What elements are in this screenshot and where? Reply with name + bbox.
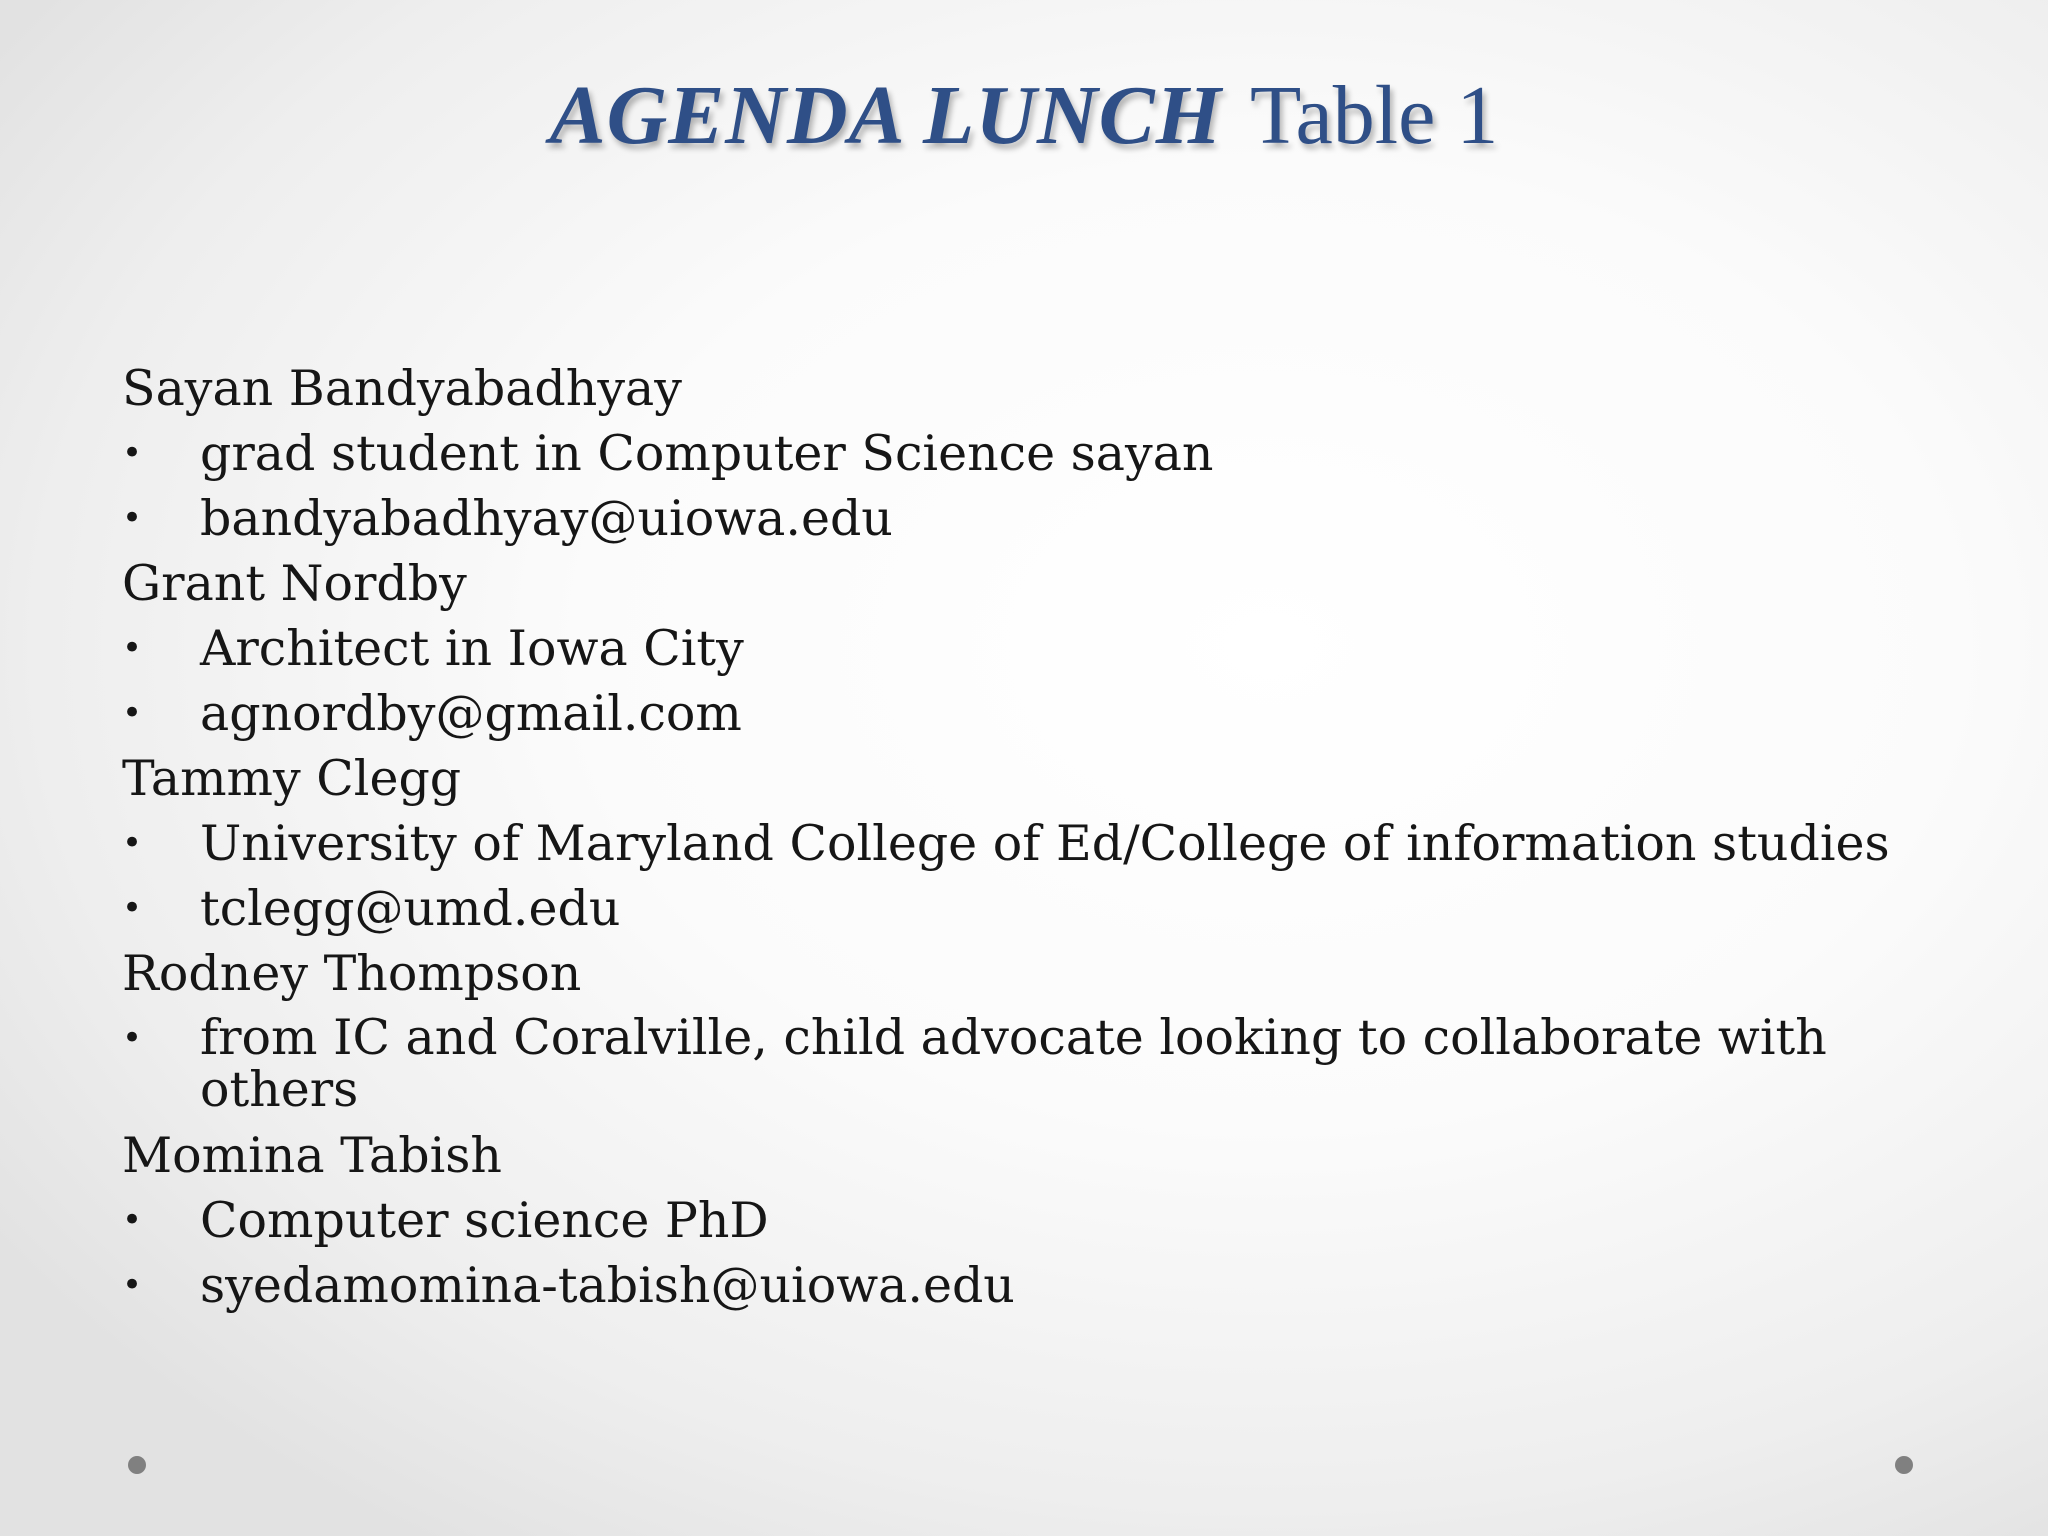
attendee-entry (122, 356, 1922, 551)
attendee-entry (122, 551, 1922, 746)
bullet-icon: • (122, 498, 143, 538)
attendee-detail (122, 876, 1922, 941)
slide-title (0, 66, 2048, 166)
attendee-detail (122, 1006, 1880, 1123)
bullet-icon: • (122, 888, 143, 928)
attendee-detail (122, 421, 1922, 486)
attendee-detail (122, 616, 1922, 681)
attendee-detail-text: grad student in Computer Science sayan (200, 425, 1214, 482)
attendee-name: Sayan Bandyabadhyay (122, 360, 682, 417)
attendee-detail (122, 1253, 1922, 1318)
decorative-dot-icon (128, 1456, 146, 1474)
attendee-detail-text: Computer science PhD (200, 1192, 769, 1249)
attendee-name: Grant Nordby (122, 555, 467, 612)
slide-title-italic: AGENDA LUNCH (549, 69, 1223, 162)
attendee-detail (122, 486, 1922, 551)
attendee-name: Tammy Clegg (122, 750, 462, 807)
attendee-detail-text: Architect in Iowa City (200, 620, 744, 677)
attendee-email: agnordby@gmail.com (200, 685, 742, 742)
attendee-detail (122, 811, 1922, 876)
attendee-email: syedamomina-tabish@uiowa.edu (200, 1257, 1015, 1314)
attendee-email: tclegg@umd.edu (200, 880, 621, 937)
bullet-icon: • (122, 1200, 143, 1240)
decorative-dot-icon (1895, 1456, 1913, 1474)
attendee-name: Momina Tabish (122, 1127, 502, 1184)
slide-title-plain: Table 1 (1250, 69, 1499, 162)
bullet-icon: • (122, 433, 143, 473)
attendee-detail-text: University of Maryland College of Ed/College of information studies (200, 815, 1890, 872)
bullet-icon: • (122, 628, 143, 668)
bullet-icon: • (122, 1265, 143, 1305)
bullet-icon: • (122, 823, 143, 863)
attendee-entry (122, 1123, 1922, 1318)
attendee-detail-text: from IC and Coralville, child advocate looking to collaborate with others (200, 1009, 1827, 1118)
bullet-icon: • (122, 693, 143, 733)
bullet-icon: • (122, 1018, 143, 1058)
attendee-entry (122, 746, 1922, 941)
attendee-email: bandyabadhyay@uiowa.edu (200, 490, 893, 547)
attendee-list (122, 356, 1922, 1318)
attendee-entry (122, 941, 1922, 1123)
attendee-detail (122, 681, 1922, 746)
attendee-name: Rodney Thompson (122, 945, 582, 1002)
attendee-detail (122, 1188, 1922, 1253)
